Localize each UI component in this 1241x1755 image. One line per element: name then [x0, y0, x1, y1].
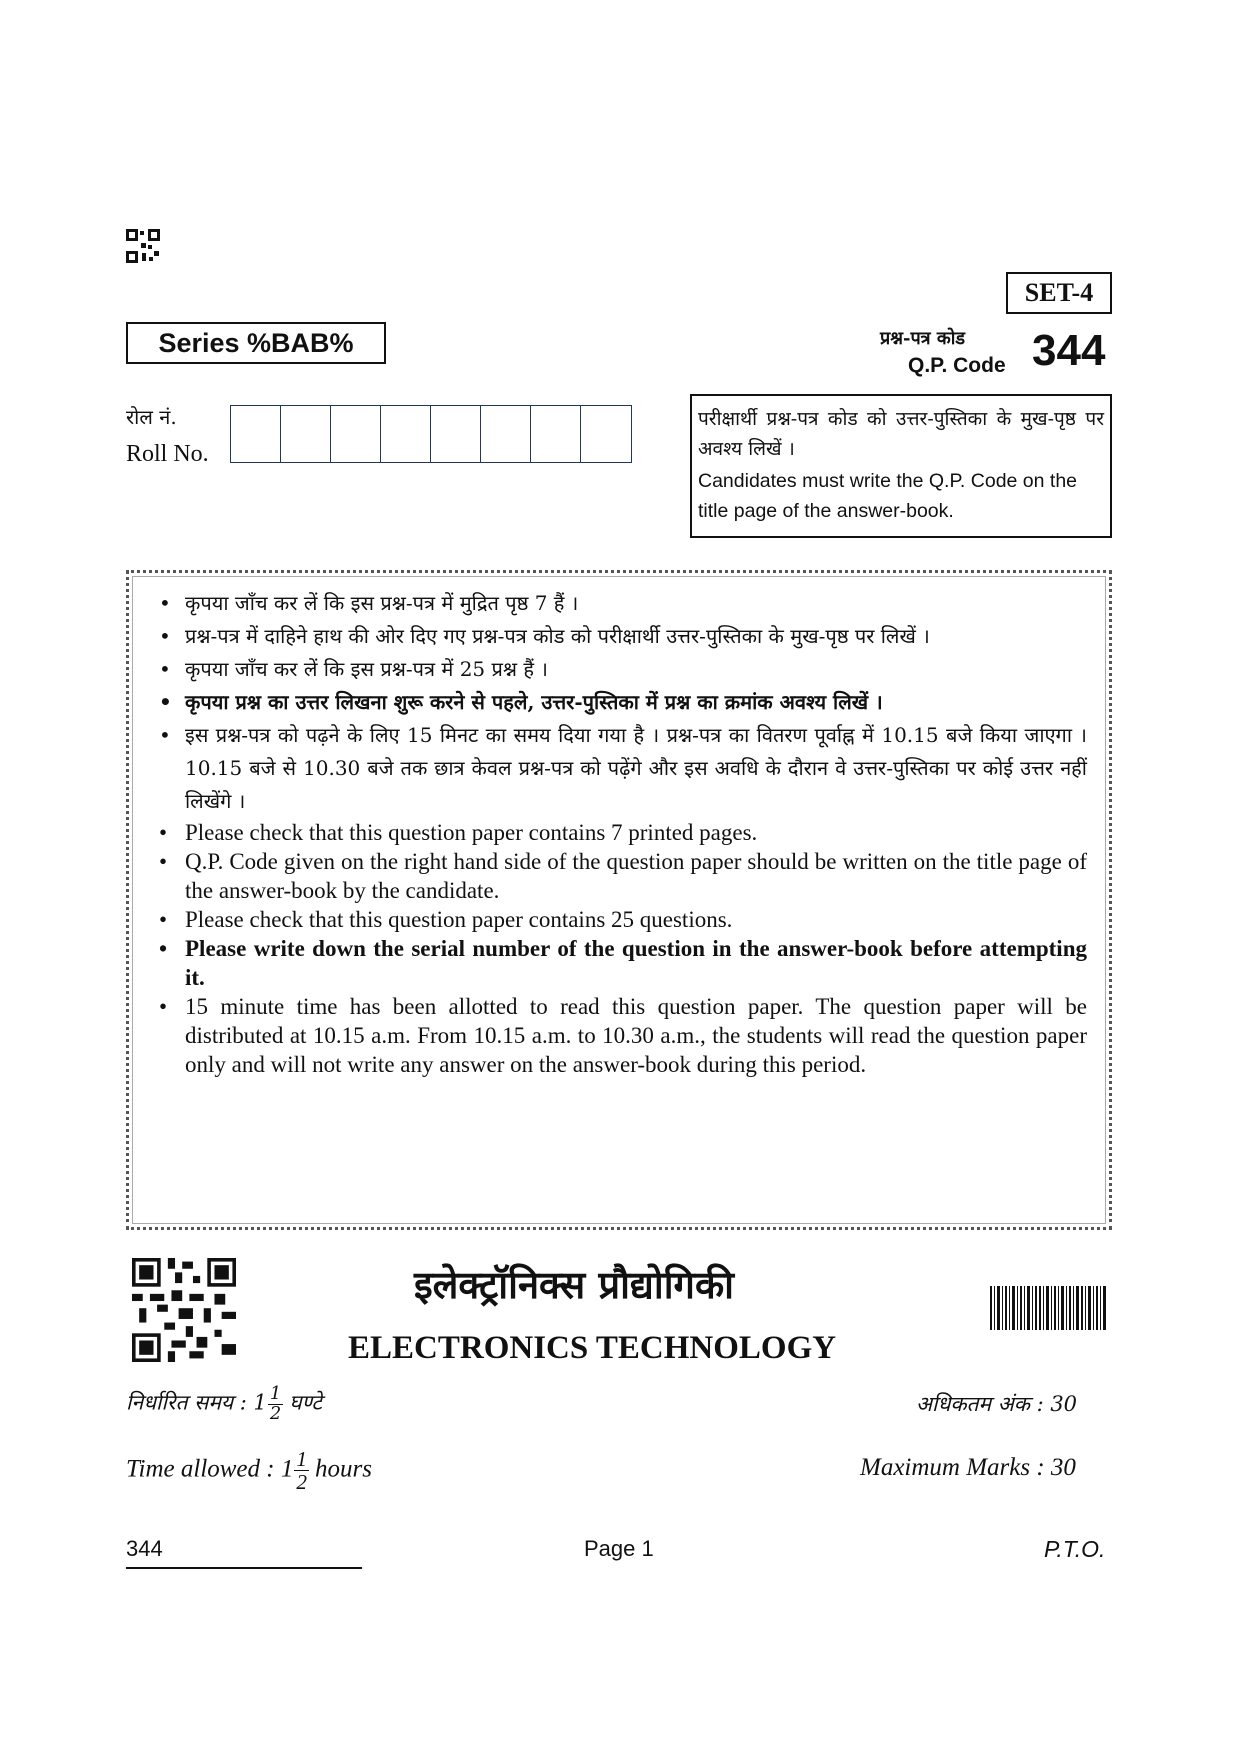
- instructions-english: [147, 818, 1087, 1079]
- barcode-icon: [990, 1286, 1106, 1330]
- instruction-item: • Please check that this question paper contains 25 questions.: [147, 905, 1087, 934]
- instruction-item: • Please check that this question paper contains 7 printed pages.: [147, 818, 1087, 847]
- qr-code-icon: [132, 1258, 236, 1362]
- time-label: Time allowed : 1: [126, 1455, 294, 1483]
- footer-divider: [126, 1567, 362, 1569]
- time-label-hindi: निर्धारित समय : 1: [126, 1390, 267, 1415]
- qp-code-label-hindi: प्रश्न-पत्र कोड: [880, 328, 965, 349]
- roll-digit-box[interactable]: [331, 406, 381, 462]
- time-fraction: $\frac{1}{2}$: [296, 1447, 307, 1495]
- instruction-item: • प्रश्न-पत्र में दाहिने हाथ की ओर दिए गए प्रश्न-पत्र कोड को परीक्षार्थी उत्तर-पुस्तिका के मुख-पृष्ठ पर लिखें ।: [147, 620, 1087, 653]
- max-marks-hindi: अधिकतम अंक : 30: [916, 1392, 1078, 1416]
- instruction-item: • इस प्रश्न-पत्र को पढ़ने के लिए 15 मिनट का समय दिया गया है । प्रश्न-पत्र का वितरण पूर्वाह्न में 10.15 बजे किया जाएगा । 10.15 बजे से 10.30 बजे तक छात्र केवल प्रश्न-पत्र को पढ़ेंगे और इस अवधि के दौरान वे उत्तर-पुस्तिका पर कोई उत्तर नहीं लिखेंगे ।: [147, 719, 1087, 818]
- note-english: Candidates must write the Q.P. Code on the title page of the answer-book.: [698, 470, 1078, 522]
- roll-number-boxes[interactable]: [230, 405, 632, 463]
- roll-digit-box[interactable]: [231, 406, 281, 462]
- instructions-box: [126, 570, 1112, 1230]
- instruction-item: • Q.P. Code given on the right hand side of the question paper should be written on the title page of the answer-book by the candidate.: [147, 847, 1087, 905]
- roll-digit-box[interactable]: [531, 406, 581, 462]
- max-marks: Maximum Marks : 30: [860, 1454, 1076, 1481]
- roll-label: Roll No.: [126, 441, 209, 467]
- instructions-hindi: [147, 587, 1087, 818]
- roll-label-hindi: रोल नं.: [126, 405, 177, 429]
- instruction-item: • कृपया प्रश्न का उत्तर लिखना शुरू करने से पहले, उत्तर-पुस्तिका में प्रश्न का क्रमांक अवश्य लिखें ।: [147, 686, 1087, 719]
- time-unit: hours: [314, 1455, 372, 1483]
- subject-title: ELECTRONICS TECHNOLOGY: [348, 1330, 837, 1366]
- time-allowed-hindi: [126, 1385, 322, 1423]
- roll-digit-box[interactable]: [281, 406, 331, 462]
- note-hindi: परीक्षार्थी प्रश्न-पत्र कोड को उत्तर-पुस्तिका के मुख-पृष्ठ पर अवश्य लिखें ।: [698, 408, 1104, 460]
- instruction-item: • कृपया जाँच कर लें कि इस प्रश्न-पत्र में मुद्रित पृष्ठ 7 हैं ।: [147, 587, 1087, 620]
- qp-code-number: 344: [1032, 326, 1106, 375]
- qr-code-small-icon: [126, 229, 160, 263]
- instruction-item: • 15 minute time has been allotted to read this question paper. The question paper will be distributed at 10.15 a.m. From 10.15 a.m. to 10.30 a.m., the students will read the question paper only and will not write any answer on the answer-book during this period.: [147, 992, 1087, 1079]
- time-allowed: [126, 1448, 372, 1494]
- footer-pto: P.T.O.: [1044, 1536, 1106, 1562]
- qp-code-note-box: [690, 394, 1112, 538]
- footer-code: 344: [126, 1536, 163, 1561]
- instruction-item: • कृपया जाँच कर लें कि इस प्रश्न-पत्र में 25 प्रश्न हैं ।: [147, 653, 1087, 686]
- qp-code-label: Q.P. Code: [908, 354, 1006, 377]
- roll-digit-box[interactable]: [431, 406, 481, 462]
- roll-digit-box[interactable]: [481, 406, 531, 462]
- roll-digit-box[interactable]: [381, 406, 431, 462]
- footer-page-number: Page 1: [584, 1536, 654, 1561]
- roll-digit-box[interactable]: [581, 406, 631, 462]
- set-label: SET-4: [1006, 272, 1112, 314]
- instruction-item: • Please write down the serial number of the question in the answer-book before attempting it.: [147, 934, 1087, 992]
- time-unit-hindi: घण्टे: [289, 1390, 322, 1415]
- time-fraction: $\frac{1}{2}$: [269, 1383, 282, 1424]
- series-label: Series %BAB%: [126, 322, 386, 364]
- subject-title-hindi: इलेक्ट्रॉनिक्स प्रौद्योगिकी: [414, 1262, 734, 1307]
